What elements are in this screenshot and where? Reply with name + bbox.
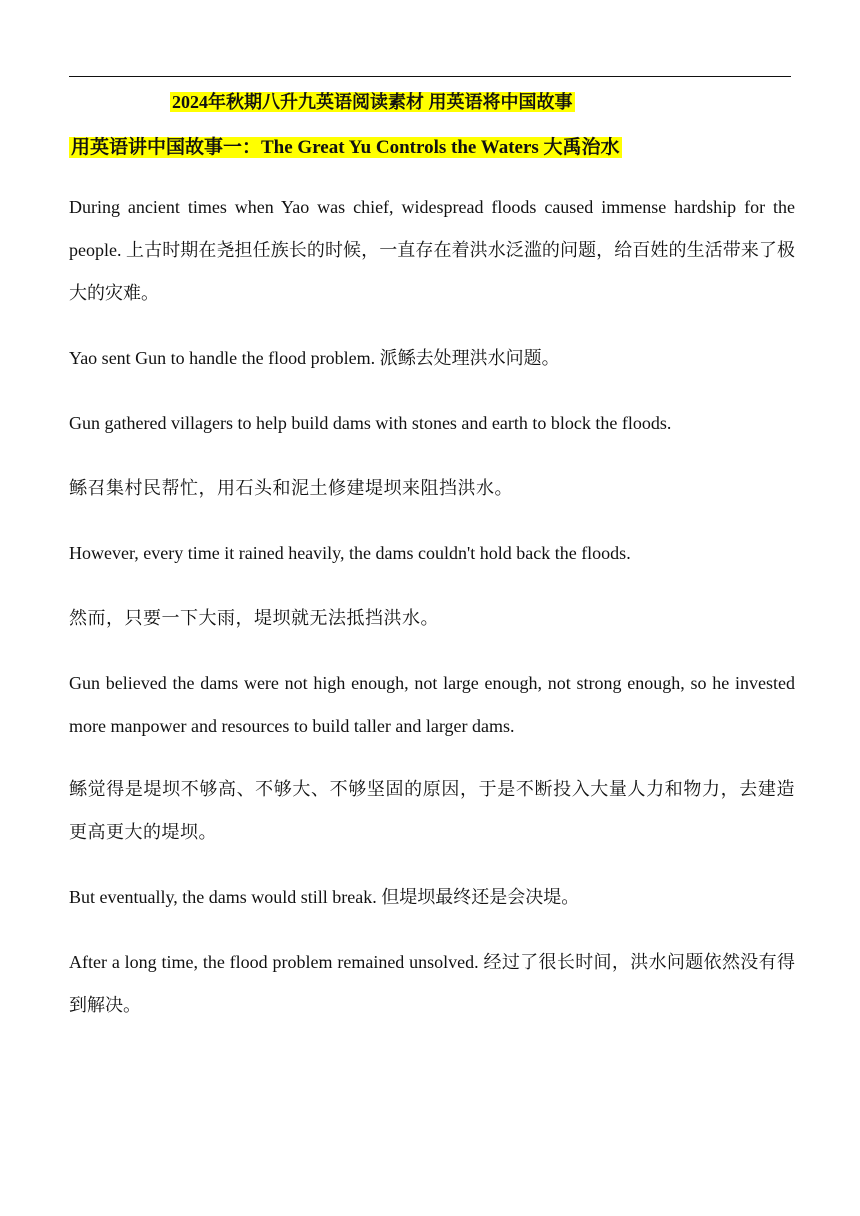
paragraph-6: 然而，只要一下大雨，堤坝就无法抵挡洪水。 — [69, 608, 439, 628]
document-title — [170, 86, 575, 118]
paragraph-1: During ancient times when Yao was chief, widespread floods caused immense hardship for the people. 上古时期在尧担任族长的时候，一直存在着洪水泛滥的问题，给百姓的生活带来了极大的灾难。 — [69, 197, 795, 303]
story-heading — [69, 132, 622, 164]
paragraph-5: However, every time it rained heavily, the dams couldn't hold back the floods. — [69, 543, 631, 563]
header-rule — [69, 76, 791, 77]
document-title-text: 2024年秋期八升九英语阅读素材 用英语将中国故事 — [172, 92, 573, 112]
paragraph-8: 鲧觉得是堤坝不够高、不够大、不够坚固的原因，于是不断投入大量人力和物力，去建造更高更大的堤坝。 — [69, 779, 795, 842]
paragraph-4: 鲧召集村民帮忙，用石头和泥土修建堤坝来阻挡洪水。 — [69, 478, 513, 498]
paragraph-9: But eventually, the dams would still break. 但堤坝最终还是会决堤。 — [69, 887, 580, 907]
paragraph-3: Gun gathered villagers to help build dams with stones and earth to block the floods. — [69, 413, 672, 433]
paragraph-7: Gun believed the dams were not high enough, not large enough, not strong enough, so he invested more manpower and resources to build taller and larger dams. — [69, 673, 795, 736]
paragraph-10: After a long time, the flood problem remained unsolved. 经过了很长时间，洪水问题依然没有得到解决。 — [69, 952, 795, 1015]
paragraph-2: Yao sent Gun to handle the flood problem. 派鲧去处理洪水问题。 — [69, 348, 560, 368]
story-heading-text: 用英语讲中国故事一：The Great Yu Controls the Waters 大禹治水 — [71, 137, 620, 158]
story-body — [69, 186, 795, 1027]
